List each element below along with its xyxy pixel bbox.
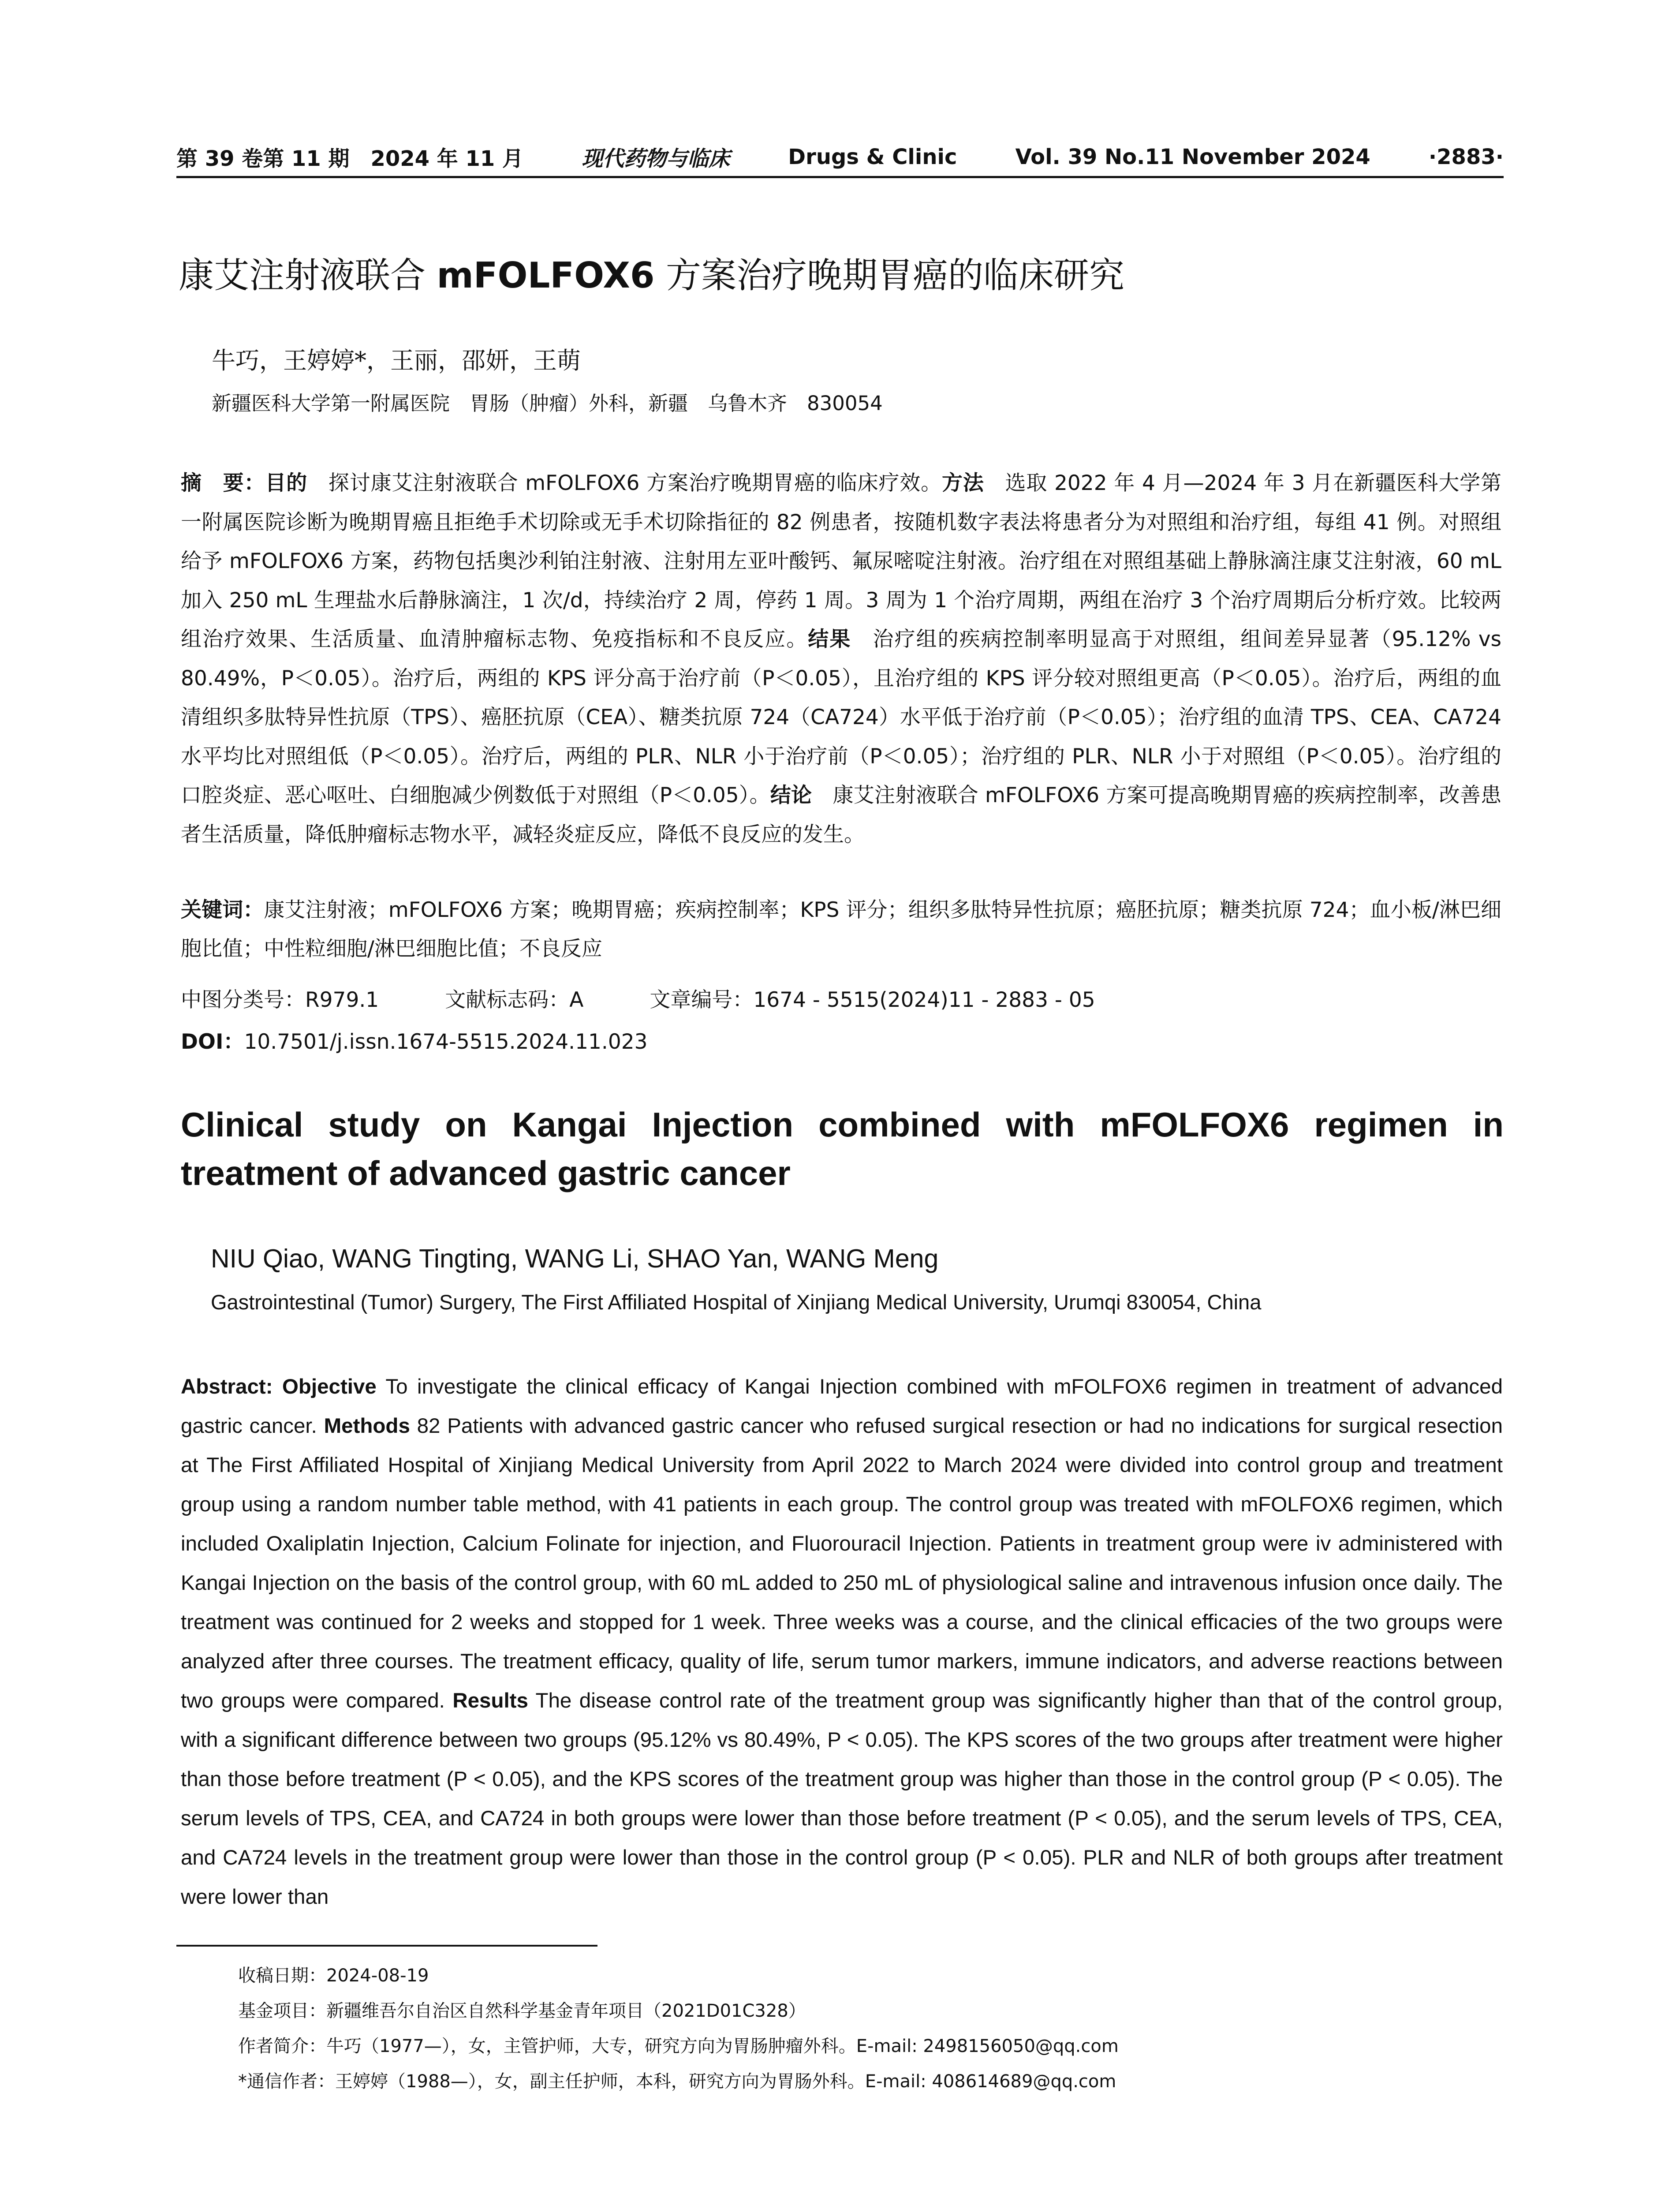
footnote-corresponding: *通信作者：王婷婷（1988—），女，副主任护师，本科，研究方向为胃肠外科。E-mail: 408614689@qq.com [238,2071,1116,2092]
en-affiliation: Gastrointestinal (Tumor) Surgery, The First Affiliated Hospital of Xinjiang Medical University, Urumqi 830054, China [211,1290,1262,1314]
en-title: Clinical study on Kangai Injection combined with mFOLFOX6 regimen in treatment of advanced gastric cancer [181,1105,1504,1192]
en-results-label: Results [452,1689,528,1712]
footnote-author-bio: 作者简介：牛巧（1977—），女，主管护师，大专，研究方向为胃肠肿瘤外科。E-mail: 2498156050@qq.com [238,2036,1119,2056]
en-authors: NIU Qiao, WANG Tingting, WANG Li, SHAO Yan, WANG Meng [211,1244,939,1273]
cn-authors: 牛巧，王婷婷*，王丽，邵妍，王萌 [212,347,581,374]
cn-abstract-label: 摘 要： [181,471,265,495]
cn-conclusion-label: 结论 [770,783,812,807]
document-code: 文献标志码：A [445,988,584,1012]
cn-abstract: 摘 要：目的 探讨康艾注射液联合 mFOLFOX6 方案治疗晚期胃癌的临床疗效。方法 选取 2022 年 4 月—2024 年 3 月在新疆医科大学第一附属医院诊断为晚期胃癌且拒绝手术切除或无手术切除指征的 82 例患者，按随机数字表法将患者分为对照组和治疗组，每组 41 例。对照组给予 mFOLFOX6 方案，药物包括奥沙利铂注射液、注射用左亚叶酸钙、氟尿嘧啶注射液。治疗组在对照组基础上静脉滴注康艾注射液，60 mL 加入 250 mL 生理盐水后静脉滴注，1 次/d，持续治疗 2 周，停药 1 周。3 周为 1 个治疗周期，两组在治疗 3 个治疗周期后分析疗效。比较两组治疗效果、生活质量、血清肿瘤标志物、免疫指标和不良反应。结果 治疗组的疾病控制率明显高于对照组，组间差异显著（95.12% vs 80.49%，P＜0.05）。治疗后，两组的 KPS 评分高于治疗前（P＜0.05），且治疗组的 KPS 评分较对照组更高（P＜0.05）。治疗后，两组的血清组织多肽特异性抗原（TPS）、癌胚抗原（CEA）、糖类抗原 724（CA724）水平低于治疗前（P＜0.05）；治疗组的血清 TPS、CEA、CA724 水平均比对照组低（P＜0.05）。治疗后，两组的 PLR、NLR 小于治疗前（P＜0.05）；治疗组的 PLR、NLR 小于对照组（P＜0.05）。治疗组的口腔炎症、恶心呕吐、白细胞减少例数低于对照组（P＜0.05）。结论 康艾注射液联合 mFOLFOX6 方案可提高晚期胃癌的疾病控制率，改善患者生活质量，降低肿瘤标志物水平，减轻炎症反应，降低不良反应的发生。 [181,471,1502,847]
footnote-received: 收稿日期：2024-08-19 [238,1966,429,1986]
cn-results-label: 结果 [808,627,851,651]
header-page-number: ·2883· [1428,144,1504,169]
en-abstract: Abstract: Objective To investigate the clinical efficacy of Kangai Injection combined with mFOLFOX6 regimen in treatment of advanced gastric cancer. Methods 82 Patients with advanced gastric cancer who refused surgical resection or had no indications for surgical resection at The First Affiliated Hospital of Xinjiang Medical University from April 2022 to March 2024 were divided into control group and treatment group using a random number table method, with 41 patients in each group. The control group was treated with mFOLFOX6 regimen, which included Oxaliplatin Injection, Calcium Folinate for injection, and Fluorouracil Injection. Patients in treatment group were iv administered with Kangai Injection on the basis of the control group, with 60 mL added to 250 mL of physiological saline and intravenous infusion once daily. The treatment was continued for 2 weeks and stopped for 1 week. Three weeks was a course, and the clinical efficacies of the two groups were analyzed after three courses. The treatment efficacy, quality of life, serum tumor markers, immune indicators, and adverse reactions between two groups were compared. Results The disease control rate of the treatment group was significantly higher than that of the control group, with a significant difference between two groups (95.12% vs 80.49%, P < 0.05). The KPS scores of the two groups after treatment were higher than those before treatment (P < 0.05), and the KPS scores of the treatment group was higher than those in the control group (P < 0.05). The serum levels of TPS, CEA, and CA724 in both groups were lower than those before treatment (P < 0.05), and the serum levels of TPS, CEA, and CA724 levels in the treatment group were lower than those in the control group (P < 0.05). PLR and NLR of both groups after treatment were lower than [181,1375,1503,1909]
doi: DOI：10.7501/j.issn.1674-5515.2024.11.023 [181,1030,648,1054]
running-header [176,138,1504,178]
en-methods-label: Methods [324,1414,410,1438]
cn-keywords: 关键词：康艾注射液；mFOLFOX6 方案；晚期胃癌；疾病控制率；KPS 评分；组织多肽特异性抗原；癌胚抗原；糖类抗原 724；血小板/淋巴细胞比值；中性粒细胞/淋巴细胞比值；不良反应 [181,898,1502,961]
header-cn-issue: 第 39 卷第 11 期 2024 年 11 月 [176,146,523,171]
footnote-fund: 基金项目：新疆维吾尔自治区自然科学基金青年项目（2021D01C328） [238,2001,806,2021]
header-en-journal: Drugs & Clinic [788,144,957,169]
cn-affiliation: 新疆医科大学第一附属医院 胃肠（肿瘤）外科，新疆 乌鲁木齐 830054 [212,392,883,415]
cn-title: 康艾注射液联合 mFOLFOX6 方案治疗晚期胃癌的临床研究 [179,255,1125,296]
cn-objective-label: 目的 [265,471,308,495]
en-objective-label: Objective [282,1375,377,1398]
clc-number: 中图分类号：R979.1 [181,988,379,1012]
footnotes [238,1958,1119,2099]
classification-info [181,983,1501,1013]
en-abstract-label: Abstract: [181,1375,282,1398]
cn-keywords-label: 关键词： [181,898,264,922]
cn-methods-label: 方法 [942,471,984,495]
article-number: 文章编号：1674 - 5515(2024)11 - 2883 - 05 [650,988,1095,1012]
header-cn-journal: 现代药物与临床 [582,146,730,171]
header-en-issue: Vol. 39 No.11 November 2024 [1015,144,1370,169]
footnote-rule [176,1945,597,1947]
